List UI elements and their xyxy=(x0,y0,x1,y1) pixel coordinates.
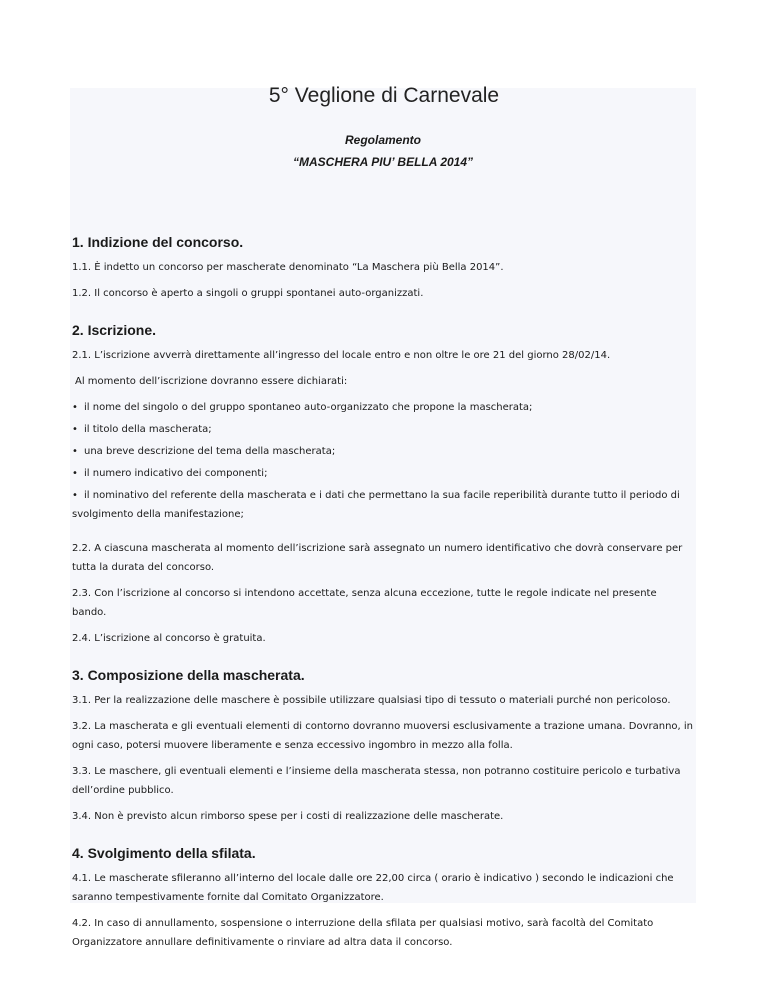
section-4-heading: 4. Svolgimento della sfilata. xyxy=(72,845,256,861)
section-3-paragraph-3: 3.3. Le maschere, gli eventuali elementi e l’insieme della mascherata stessa, non potranno costituire pericolo e turbativa dell’ordine pubblico. xyxy=(72,766,681,796)
bullet-icon: • xyxy=(72,424,78,435)
list-item: • il nominativo del referente della mascherata e i dati che permettano la sua facile reperibilità durante tutto il periodo di svolgimento della manifestazione; xyxy=(72,486,694,524)
regulation-label: Regolamento xyxy=(344,133,421,147)
section-1-paragraph-1: 1.1. È indetto un concorso per mascherate denominato “La Maschera più Bella 2014”. xyxy=(72,262,504,273)
list-item: • il titolo della mascherata; xyxy=(72,420,694,439)
section-2-paragraph-2: 2.2. A ciascuna mascherata al momento dell’iscrizione sarà assegnato un numero identificativo che dovrà conservare per tutta la durata del concorso. xyxy=(72,543,683,573)
section-4-paragraph-1: 4.1. Le mascherate sfileranno all’interno del locale dalle ore 22,00 circa ( orario è indicativo ) secondo le indicazioni che saranno tempestivamente fornite dal Comitato Organizzatore. xyxy=(72,873,674,903)
section-2-paragraph-4: 2.4. L’iscrizione al concorso è gratuita. xyxy=(72,633,266,644)
section-3-heading: 3. Composizione della mascherata. xyxy=(72,667,305,683)
section-2-paragraph-1: 2.1. L’iscrizione avverrà direttamente all’ingresso del locale entro e non oltre le ore 21 del giorno 28/02/14. xyxy=(72,350,611,361)
list-item: • il numero indicativo dei componenti; xyxy=(72,464,694,483)
list-item: • il nome del singolo o del gruppo spontaneo auto-organizzato che propone la mascherata; xyxy=(72,398,694,417)
list-item: • una breve descrizione del tema della mascherata; xyxy=(72,442,694,461)
section-2-paragraph-3: 2.3. Con l’iscrizione al concorso si intendono accettate, senza alcuna eccezione, tutte le regole indicate nel presente bando. xyxy=(72,588,657,618)
document-content xyxy=(72,88,694,959)
section-2-list-intro: Al momento dell’iscrizione dovranno essere dichiarati: xyxy=(75,376,348,387)
bullet-icon: • xyxy=(72,490,78,501)
spacer xyxy=(72,527,694,539)
page-title: 5° Veglione di Carnevale xyxy=(268,84,500,107)
bullet-icon: • xyxy=(72,468,78,479)
section-2-heading: 2. Iscrizione. xyxy=(72,322,157,338)
contest-name: “MASCHERA PIU’ BELLA 2014” xyxy=(292,155,474,169)
section-1-heading: 1. Indizione del concorso. xyxy=(72,234,244,250)
bullet-icon: • xyxy=(72,402,78,413)
bullet-icon: • xyxy=(72,446,78,457)
section-1-paragraph-2: 1.2. Il concorso è aperto a singoli o gruppi spontanei auto-organizzati. xyxy=(72,288,424,299)
section-4-paragraph-2: 4.2. In caso di annullamento, sospensione o interruzione della sfilata per qualsiasi motivo, sarà facoltà del Comitato Organizzatore annullare definitivamente o rinviare ad altra data il concorso. xyxy=(72,918,654,948)
section-3-paragraph-2: 3.2. La mascherata e gli eventuali elementi di contorno dovranno muoversi esclusivamente a trazione umana. Dovranno, in ogni caso, potersi muovere liberamente e senza eccessivo ingombro in mezzo alla folla. xyxy=(72,721,694,751)
section-3-paragraph-4: 3.4. Non è previsto alcun rimborso spese per i costi di realizzazione delle mascherate. xyxy=(72,811,504,822)
section-3-paragraph-1: 3.1. Per la realizzazione delle maschere è possibile utilizzare qualsiasi tipo di tessuto o materiali purché non pericoloso. xyxy=(72,695,671,706)
